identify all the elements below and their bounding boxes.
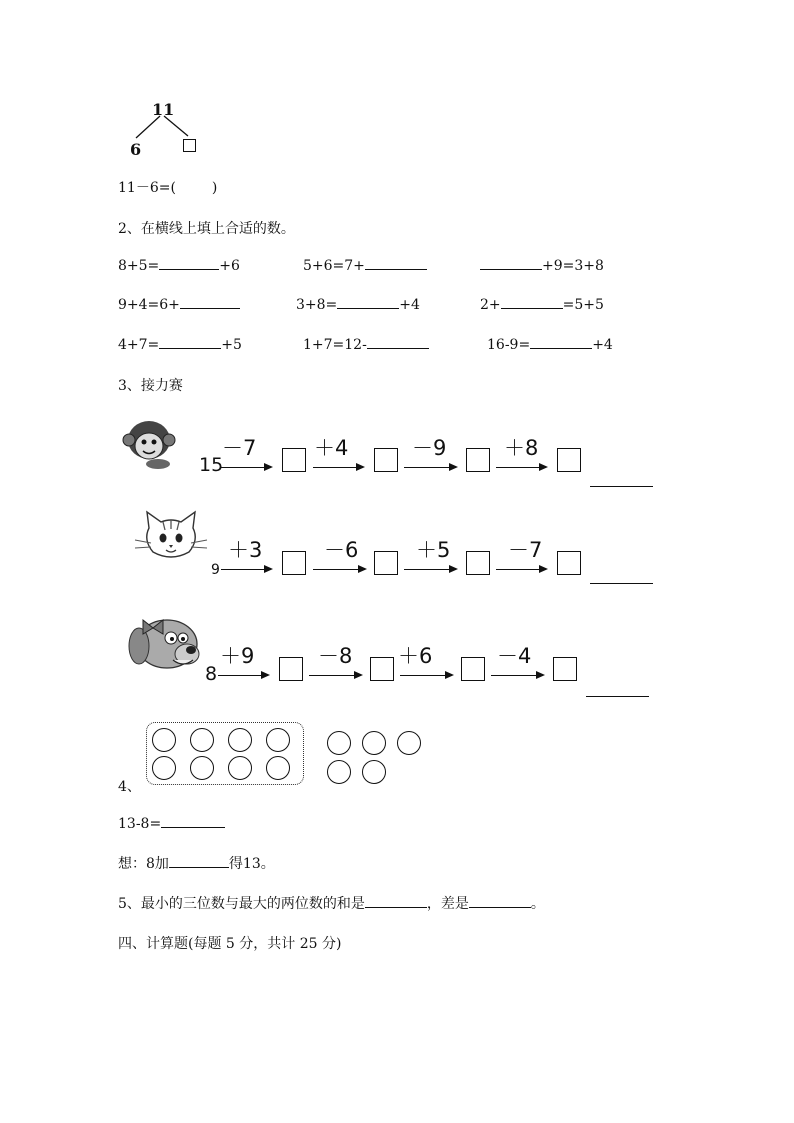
chain-start-number: 15: [199, 454, 224, 476]
q4-label: 4、: [118, 779, 141, 795]
chain-arrow: [496, 467, 546, 468]
counting-circle: [266, 756, 290, 780]
chain-arrow: [313, 569, 365, 570]
chain-answer-box[interactable]: [557, 448, 581, 472]
chain-arrow: [400, 675, 452, 676]
chain-arrow: [221, 467, 271, 468]
answer-blank[interactable]: [365, 906, 427, 908]
chain-answer-box[interactable]: [279, 657, 303, 681]
counting-circle: [190, 756, 214, 780]
q2-title: 2、在横线上填上合适的数。: [118, 221, 295, 237]
counting-circle: [327, 731, 351, 755]
chain-answer-box[interactable]: [374, 551, 398, 575]
chain-answer-line[interactable]: [586, 696, 649, 697]
q2-item: 9+4=6+: [118, 297, 240, 313]
chain-answer-line[interactable]: [590, 486, 653, 487]
chain-answer-box[interactable]: [466, 448, 490, 472]
q2-item: 3+8= +4: [296, 297, 420, 313]
chain-operation: ＋4: [314, 436, 349, 460]
chain-arrow: [218, 675, 268, 676]
chain-operation: －8: [318, 644, 353, 668]
q2-item: 8+5= +6: [118, 258, 240, 274]
q3-title: 3、接力赛: [118, 378, 183, 394]
chain-operation: －9: [412, 436, 447, 460]
answer-blank[interactable]: [530, 347, 592, 349]
answer-blank[interactable]: [159, 347, 221, 349]
answer-blank[interactable]: [365, 268, 427, 270]
chain-answer-box[interactable]: [282, 448, 306, 472]
counting-circle: [190, 728, 214, 752]
chain-operation: －7: [222, 436, 257, 460]
chain-operation: ＋8: [504, 436, 539, 460]
counting-circle: [152, 728, 176, 752]
dog-icon: [127, 614, 203, 674]
tree-left-number: 6: [130, 140, 142, 159]
q2-item: 16-9= +4: [487, 337, 613, 353]
counting-circle: [266, 728, 290, 752]
chain-answer-box[interactable]: [557, 551, 581, 575]
q2-item: 1+7=12-: [303, 337, 429, 353]
chain-start-number: 8: [205, 663, 218, 685]
counting-circle: [362, 760, 386, 784]
chain-operation: －4: [497, 644, 532, 668]
chain-operation: ＋9: [220, 644, 255, 668]
chain-arrow: [221, 569, 271, 570]
counting-circle: [228, 756, 252, 780]
monkey-icon: [120, 418, 178, 470]
chain-arrow: [309, 675, 361, 676]
chain-answer-box[interactable]: [370, 657, 394, 681]
chain-start-number: 9: [211, 562, 220, 578]
chain-operation: ＋3: [228, 538, 263, 562]
answer-blank[interactable]: [501, 307, 563, 309]
chain-answer-box[interactable]: [553, 657, 577, 681]
chain-operation: －7: [508, 538, 543, 562]
q4-equation: 13-8=: [118, 816, 225, 832]
counting-circle: [228, 728, 252, 752]
chain-answer-box[interactable]: [282, 551, 306, 575]
chain-answer-box[interactable]: [466, 551, 490, 575]
counting-circle: [327, 760, 351, 784]
answer-blank[interactable]: [180, 307, 240, 309]
chain-operation: －6: [324, 538, 359, 562]
answer-blank[interactable]: [367, 347, 429, 349]
q1-equation: 11－6=( ): [118, 180, 218, 196]
chain-arrow: [491, 675, 543, 676]
answer-blank[interactable]: [161, 826, 225, 828]
q5-question: 5、最小的三位数与最大的两位数的和是 ，差是 。: [118, 896, 545, 912]
chain-answer-box[interactable]: [374, 448, 398, 472]
chain-answer-line[interactable]: [590, 583, 653, 584]
chain-operation: ＋6: [398, 644, 433, 668]
answer-blank[interactable]: [480, 268, 542, 270]
chain-arrow: [404, 467, 456, 468]
q2-item: 5+6=7+: [303, 258, 427, 274]
answer-blank[interactable]: [337, 307, 399, 309]
q2-item: +9=3+8: [480, 258, 604, 274]
tree-answer-box[interactable]: [183, 139, 196, 152]
q4-think: 想：8加 得13。: [118, 856, 275, 872]
chain-arrow: [313, 467, 363, 468]
section-title: 四、计算题(每题 5 分，共计 25 分): [118, 936, 342, 952]
answer-blank[interactable]: [169, 866, 229, 868]
counting-circle: [362, 731, 386, 755]
counting-circle: [397, 731, 421, 755]
q2-item: 2+ =5+5: [480, 297, 604, 313]
chain-arrow: [496, 569, 546, 570]
chain-arrow: [404, 569, 456, 570]
answer-blank[interactable]: [159, 268, 219, 270]
chain-operation: ＋5: [416, 538, 451, 562]
answer-blank[interactable]: [469, 906, 531, 908]
cat-icon: [133, 510, 209, 564]
tree-top-number: 11: [152, 100, 175, 119]
counting-circle: [152, 756, 176, 780]
chain-answer-box[interactable]: [461, 657, 485, 681]
q2-item: 4+7= +5: [118, 337, 242, 353]
